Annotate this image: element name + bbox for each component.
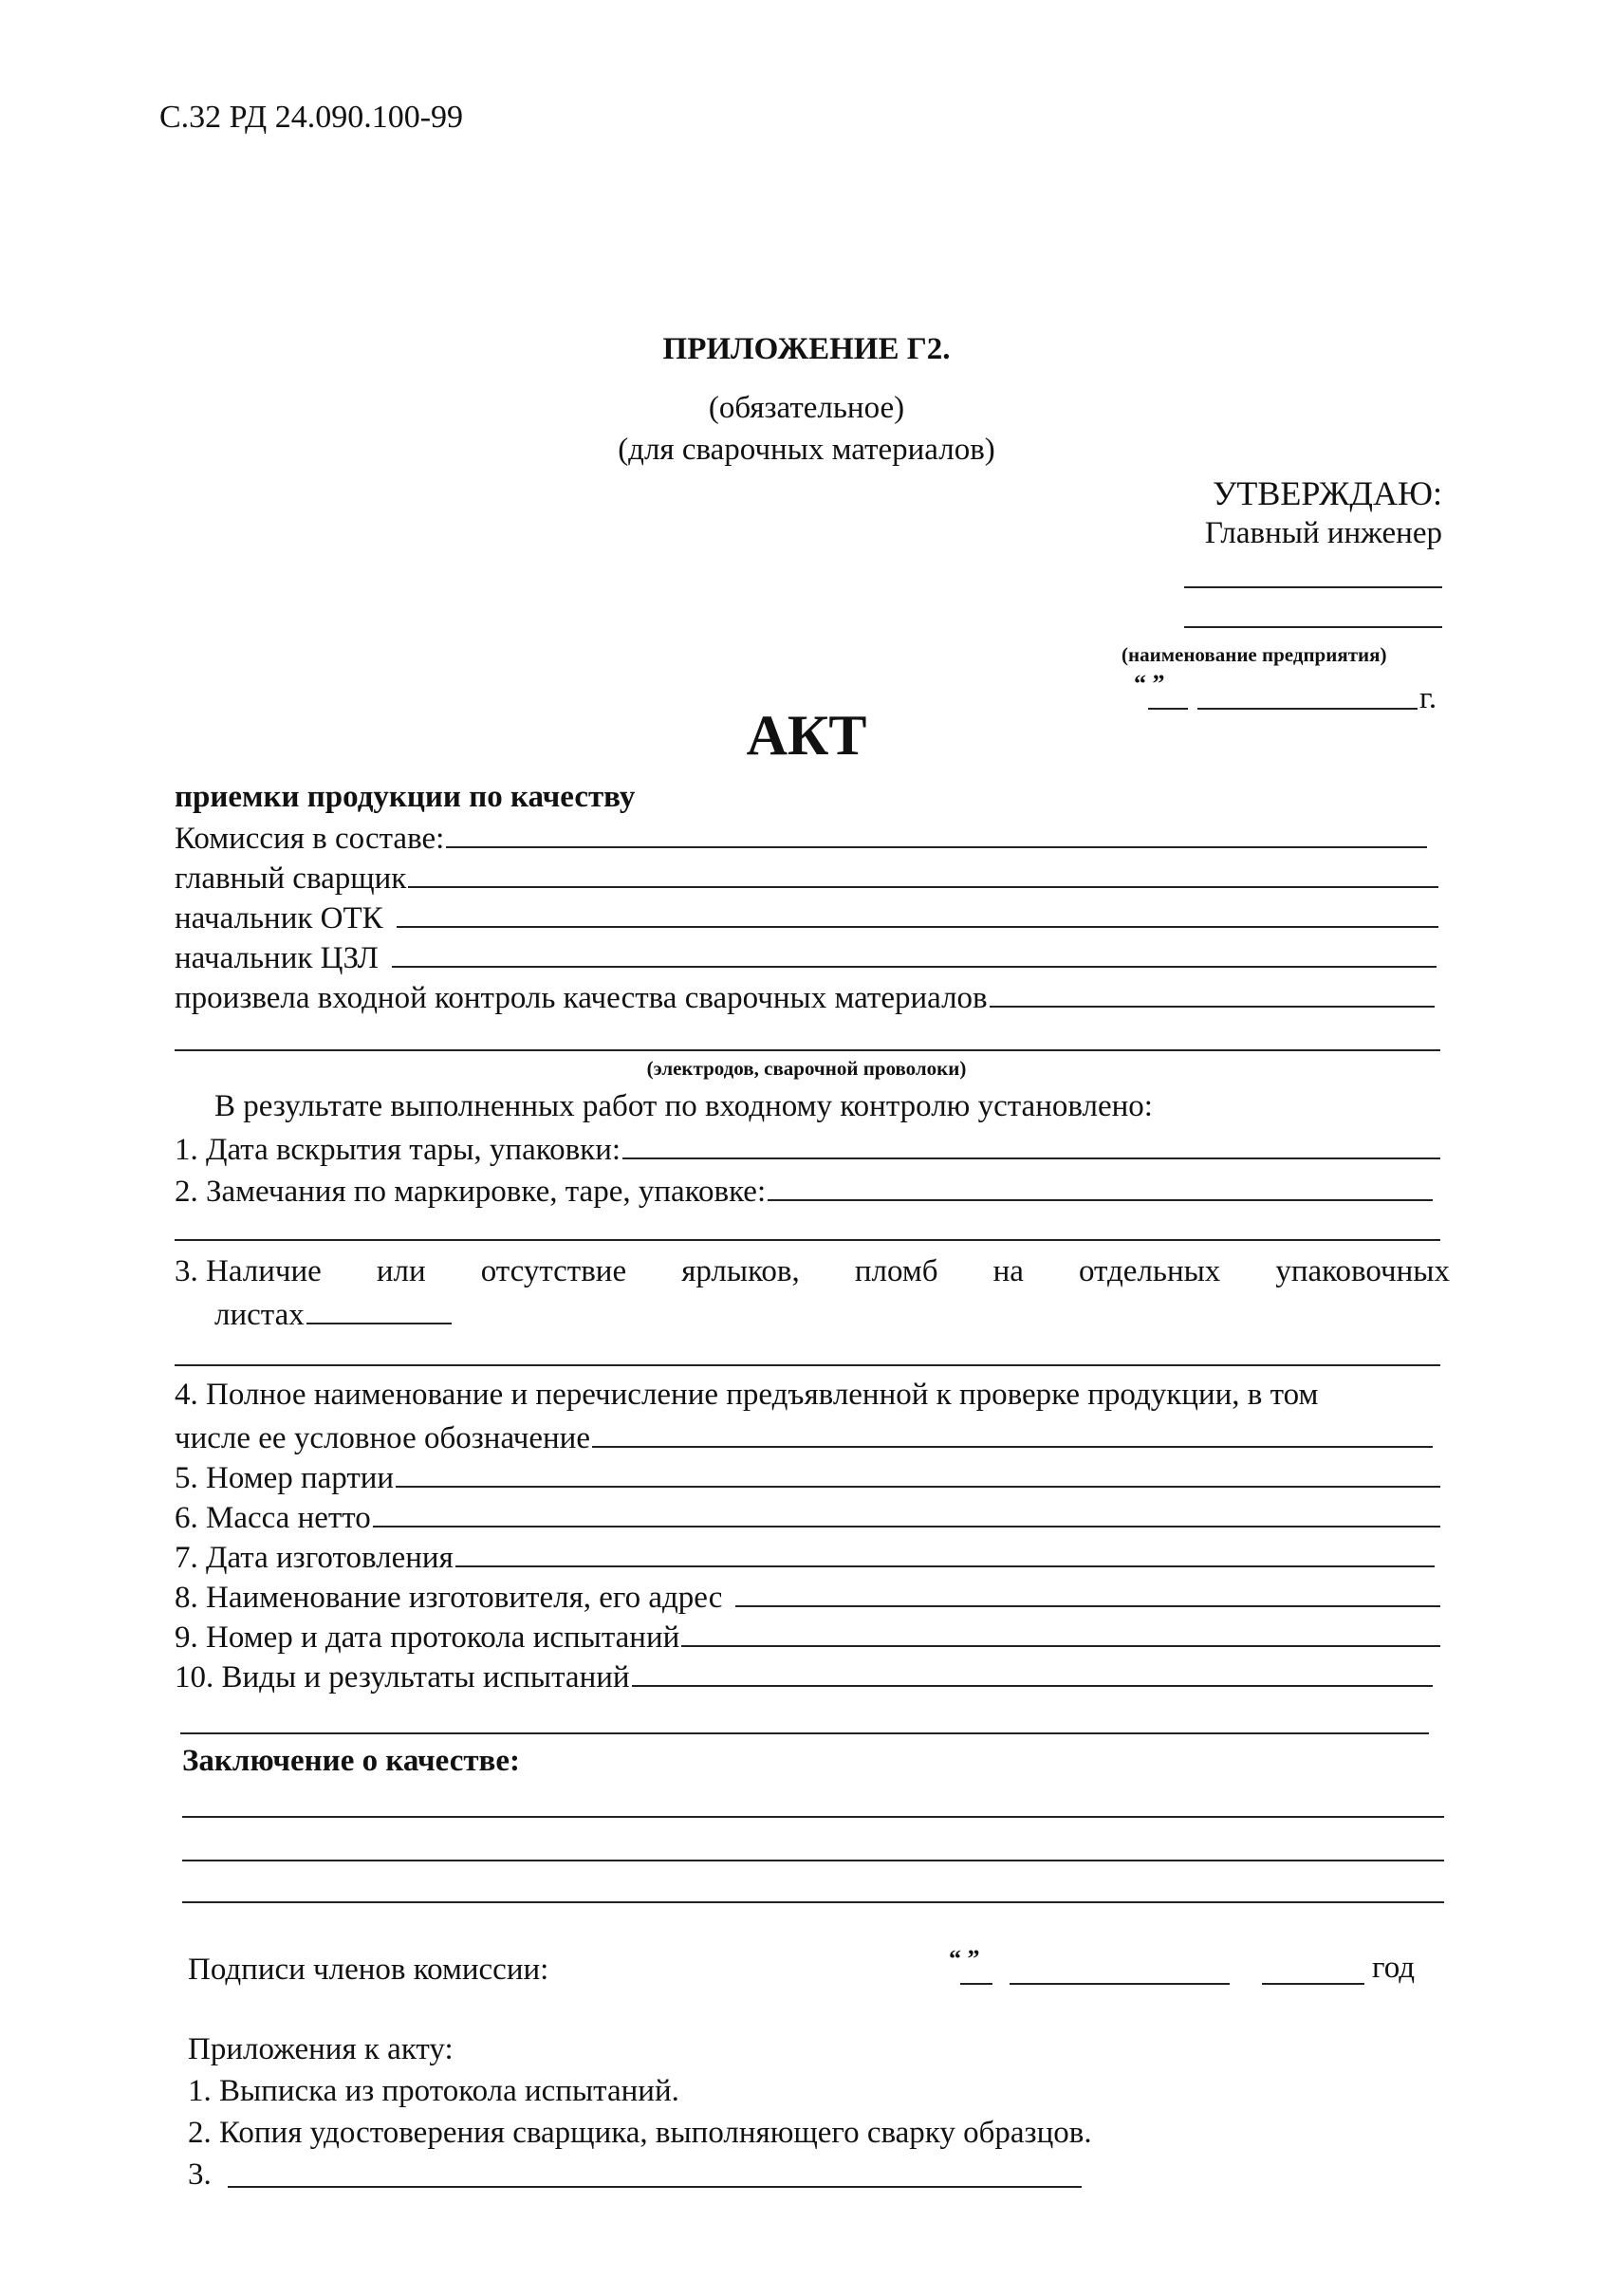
signatures-day-line[interactable]	[960, 1983, 992, 1985]
item1-label: 1. Дата вскрытия тары, упаковки:	[175, 1133, 621, 1167]
attachment-item: 2. Копия удостоверения сварщика, выполняющего сварку образцов.	[188, 2116, 1092, 2150]
attachment-item: 1. Выписка из протокола испытаний.	[188, 2074, 679, 2108]
item3-word: или	[376, 1254, 426, 1288]
item6-row	[175, 1497, 1440, 1537]
item10-label: 10. Виды и результаты испытаний	[175, 1660, 630, 1694]
commission-row	[175, 818, 1427, 858]
page-header: С.32 РД 24.090.100-99	[159, 100, 464, 135]
approve-enterprise-line	[1184, 626, 1442, 628]
item2-extra-line[interactable]	[175, 1239, 1440, 1241]
item3-word: отсутствие	[480, 1254, 627, 1288]
materials-hint: (электродов, сварочной проволоки)	[646, 1057, 967, 1080]
signatures-label: Подписи членов комиссии:	[188, 1953, 549, 1987]
performed-row	[175, 977, 1435, 1017]
item3-word: ярлыков,	[681, 1254, 800, 1288]
item7-row	[175, 1537, 1435, 1577]
approve-year-suffix: г.	[1419, 681, 1437, 715]
item9-field[interactable]	[681, 1617, 1440, 1647]
appendix-scope: (для сварочных материалов)	[618, 433, 995, 467]
signatures-year-word: год	[1372, 1951, 1416, 1985]
otk-label: начальник ОТК	[175, 901, 383, 935]
performed-label: произвела входной контроль качества сварочных материалов	[175, 981, 988, 1015]
conclusion-line[interactable]	[182, 1816, 1444, 1818]
commission-field[interactable]	[446, 818, 1427, 848]
item5-label: 5. Номер партии	[175, 1461, 395, 1495]
item4-row	[175, 1417, 1433, 1457]
appendix-title: ПРИЛОЖЕНИЕ Г2.	[662, 332, 951, 366]
czl-row	[175, 937, 1437, 977]
item3-field[interactable]	[306, 1294, 452, 1324]
item2-label: 2. Замечания по маркировке, таре, упаковке:	[175, 1175, 767, 1209]
welder-label: главный сварщик	[175, 861, 407, 896]
item5-field[interactable]	[396, 1457, 1440, 1488]
item8-row	[175, 1577, 1440, 1617]
conclusion-line[interactable]	[182, 1860, 1444, 1861]
item3-word: на	[992, 1254, 1024, 1288]
item3-cont-label: листах	[214, 1298, 305, 1332]
item5-row	[175, 1457, 1440, 1497]
item8-field[interactable]	[735, 1577, 1440, 1607]
welder-row	[175, 858, 1438, 898]
item3-extra-line[interactable]	[175, 1364, 1440, 1366]
item10-field[interactable]	[632, 1657, 1433, 1687]
item8-label: 8. Наименование изготовителя, его адрес	[175, 1581, 723, 1615]
conclusion-label: Заключение о качестве:	[182, 1744, 521, 1778]
welder-field[interactable]	[408, 858, 1438, 888]
item7-label: 7. Дата изготовления	[175, 1541, 454, 1575]
item2-field[interactable]	[768, 1171, 1433, 1201]
attachments-label: Приложения к акту:	[188, 2032, 454, 2066]
otk-field[interactable]	[397, 898, 1438, 928]
approve-label: УТВЕРЖДАЮ:	[1212, 474, 1442, 512]
item3-word: упаковочных	[1275, 1254, 1450, 1288]
item3-row	[175, 1252, 1450, 1290]
otk-row	[175, 898, 1438, 937]
item10-row	[175, 1657, 1433, 1696]
appendix-mandatory: (обязательное)	[708, 391, 905, 425]
results-intro: В результате выполненных работ по входному контролю установлено:	[214, 1089, 1153, 1123]
conclusion-line[interactable]	[182, 1901, 1444, 1903]
item3-word: отдельных	[1078, 1254, 1221, 1288]
materials-line[interactable]	[175, 1049, 1440, 1051]
czl-field[interactable]	[392, 937, 1437, 968]
signatures-year-line[interactable]	[1262, 1983, 1364, 1985]
item4-field[interactable]	[592, 1417, 1433, 1448]
item6-label: 6. Масса нетто	[175, 1501, 371, 1535]
approve-date-quotes: “ ”	[1134, 670, 1165, 697]
czl-label: начальник ЦЗЛ	[175, 941, 379, 975]
performed-field[interactable]	[990, 977, 1435, 1008]
item3-word: пломб	[854, 1254, 938, 1288]
item9-row	[175, 1617, 1440, 1657]
item3-cont-row	[214, 1294, 452, 1334]
attachment-item3-line[interactable]	[228, 2186, 1082, 2188]
approve-signature-line	[1184, 586, 1442, 588]
item2-row	[175, 1171, 1433, 1211]
item3-word: 3. Наличие	[175, 1254, 322, 1288]
item1-field[interactable]	[622, 1129, 1440, 1159]
act-subtitle: приемки продукции по качеству	[175, 780, 636, 814]
signatures-date-quotes: “ ”	[949, 1945, 980, 1972]
item1-row	[175, 1129, 1440, 1169]
item10-extra-line[interactable]	[180, 1732, 1429, 1734]
commission-label: Комиссия в составе:	[175, 822, 445, 856]
enterprise-hint: (наименование предприятия)	[1122, 643, 1387, 666]
approve-position: Главный инженер	[1204, 516, 1442, 550]
act-title: АКТ	[746, 704, 867, 767]
item9-label: 9. Номер и дата протокола испытаний	[175, 1620, 680, 1655]
item6-field[interactable]	[373, 1497, 1440, 1528]
item7-field[interactable]	[455, 1537, 1435, 1567]
item4-line1: 4. Полное наименование и перечисление предъявленной к проверке продукции, в том	[175, 1378, 1319, 1412]
attachment-item: 3.	[188, 2157, 212, 2192]
signatures-month-line[interactable]	[1010, 1983, 1230, 1985]
item4-label: числе ее условное обозначение	[175, 1421, 590, 1455]
